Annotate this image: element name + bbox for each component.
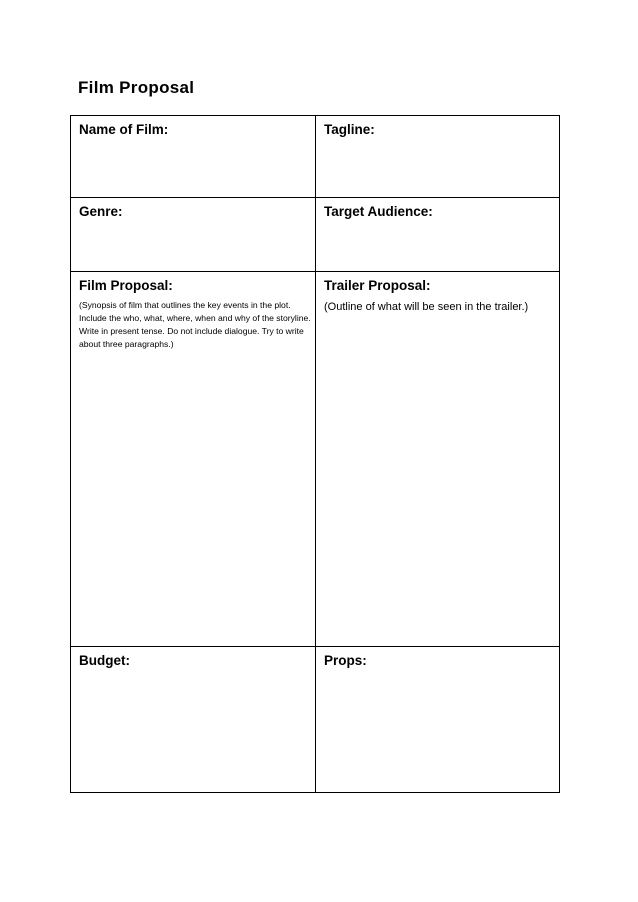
props-label: Props:	[324, 653, 367, 668]
genre-cell[interactable]	[71, 198, 316, 272]
trailer-proposal-hint: (Outline of what will be seen in the trailer.)	[324, 301, 529, 313]
tagline-label: Tagline:	[324, 122, 375, 137]
tagline-cell[interactable]	[316, 116, 560, 198]
target-audience-label: Target Audience:	[324, 204, 433, 219]
film-proposal-label: Film Proposal:	[79, 278, 173, 293]
trailer-proposal-cell[interactable]	[316, 272, 560, 647]
genre-label: Genre:	[79, 204, 123, 219]
trailer-proposal-label: Trailer Proposal:	[324, 278, 431, 293]
form-row-name-tagline	[71, 116, 560, 198]
proposal-form-table	[70, 115, 560, 793]
props-cell[interactable]	[316, 647, 560, 793]
form-row-genre-audience	[71, 198, 560, 272]
budget-cell[interactable]	[71, 647, 316, 793]
film-proposal-cell[interactable]	[71, 272, 316, 647]
page-title: Film Proposal	[78, 78, 195, 97]
form-row-budget-props	[71, 647, 560, 793]
name-of-film-label: Name of Film:	[79, 122, 169, 137]
budget-label: Budget:	[79, 653, 130, 668]
target-audience-cell[interactable]	[316, 198, 560, 272]
form-row-proposals	[71, 272, 560, 647]
film-proposal-hint: (Synopsis of film that outlines the key events in the plot. Include the who, what, where, when and why of the storyline. Write in present tense. Do not include dialogue. Try to write about three paragraphs.)	[79, 300, 311, 349]
name-of-film-cell[interactable]	[71, 116, 316, 198]
